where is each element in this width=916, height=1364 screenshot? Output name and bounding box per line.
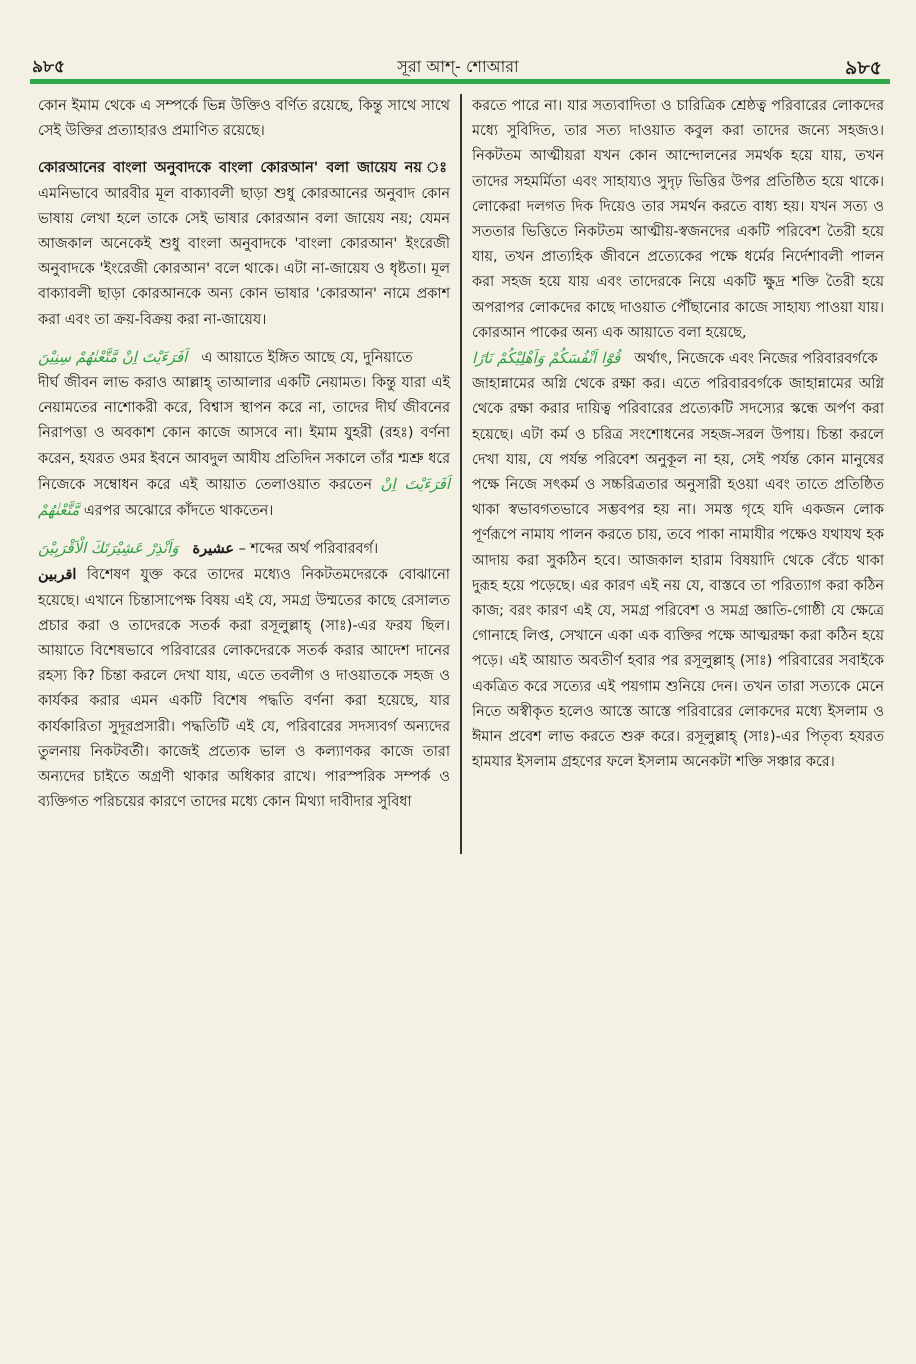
- paragraph: কোন ইমাম থেকে এ সম্পর্কে ভিন্ন উক্তিও বর্ণিত রয়েছে, কিন্তু সাথে সাথে সেই উক্তির প্রত্যাহারও প্রমাণিত রয়েছে।: [38, 98, 450, 140]
- right-column: [472, 94, 884, 775]
- arabic-verse: وَاَنْذِرْ عَشِيْرَتَكَ الْاَقْرَبِيْنَ: [38, 539, 179, 558]
- arabic-verse: اَفَرَءَيْتَ اِنْ مَّتَّعْنٰهُمْ سِنِيْنَ: [38, 347, 188, 366]
- arabic-verse: قُوْٓا اَنْفُسَكُمْ وَاَهْلِيْكُمْ نَارًا: [472, 349, 621, 368]
- page-number-right: ৯৮৫: [845, 57, 882, 79]
- arabic-verse: اَفَرَءَيْتَ اِنْ: [380, 474, 450, 493]
- paragraph: اقربين বিশেষণ যুক্ত করে তাদের মধ্যেও নিকটতমদেরকে বোঝানো হয়েছে। এখানে চিন্তাসাপেক্ষ বিষয় এই যে, সমগ্র উম্মতের কাছে রেসালত প্রচার করা ও তাদেরকে সতর্ক করা রসূলুল্লাহ্‌ (সাঃ)-এর ফরয ছিল। আয়াতে বিশেষভাবে পরিবারের লোকদেরকে সতর্ক করার আদেশ দানের রহস্য কি? চিন্তা করলে দেখা যায়, এতে তবলীগ ও দাওয়াতকে সহজ ও কার্যকর করার এমন একটি বিশেষ পদ্ধতি বর্ণনা করা হয়েছে, যার কার্যকারিতা সুদূরপ্রসারী। পদ্ধতিটি এই যে, পরিবারের সদস্যবর্গ অন্যদের তুলনায় নিকটবর্তী। কাজেই প্রত্যেক ভাল ও কল্যাণকর কাজে তারা অন্যদের চাইতে অগ্রণী থাকার অধিকার রাখে। পারস্পরিক সম্পর্ক ও ব্যক্তিগত পরিচয়ের কারণে তাদের মধ্যে কোন মিথ্যা দাবীদার সুবিধা: [38, 566, 450, 811]
- paragraph: কোরআনের বাংলা অনুবাদকে বাংলা কোরআন' বলা জায়েয নয় ঃ এমনিভাবে আরবীর মূল বাক্যাবলী ছাড়া শুধু কোরআনের অনুবাদ কোন ভাষায় লেখা হলে তাকে সেই ভাষার কোরআন বলা জায়েয নয়; যেমন আজকাল অনেকেই শুধু বাংলা অনুবাদকে 'বাংলা কোরআন' ইংরেজী অনুবাদকে 'ইংরেজী কোরআন' বলে থাকে। এটা না-জায়েয ও ধৃষ্টতা। মূল বাক্যাবলী ছাড়া কোরআনকে অন্য কোন ভাষার 'কোরআন' নামে প্রকাশ করা এবং তা ক্রয়-বিক্রয় করা না-জায়েয।: [38, 160, 450, 328]
- arabic-verse: مَّتَّعْنٰهُمْ: [38, 501, 80, 520]
- arabic-word: اقربين: [38, 566, 77, 584]
- paragraph: করতে পারে না। যার সত্যবাদিতা ও চারিত্রিক শ্রেষ্ঠত্ব পরিবারের লোকদের মধ্যে সুবিদিত, তার সত্য দাওয়াত কবুল করা তাদের জন্যে সহজও। নিকটতম আত্মীয়রা যখন কোন আন্দোলনের সমর্থক হয়ে যায়, তখন তাদের সহমর্মিতা এবং সাহায্যও সুদৃঢ় ভিত্তির উপর প্রতিষ্ঠিত হয়ে থাকে। লোকেরা দলগত দিক দিয়েও তার সমর্থন করতে বাধ্য হয়। যখন সত্য ও সততার ভিত্তিতে নিকটতম আত্মীয়-স্বজনদের একটি পরিবেশ তৈরী হয়ে যায়, তখন প্রাত্যহিক জীবনে প্রত্যেকের পক্ষে ধর্মের নির্দেশাবলী পালন করা সহজ হয়ে যায় এবং তাদেরকে নিয়ে একটি ক্ষুদ্র শক্তি তৈরী হয়ে অপরাপর লোকদের কাছে দাওয়াত পৌঁছানোর কাজে সাহায্য পাওয়া যায়। কোরআন পাকের অন্য এক আয়াতে বলা হয়েছে,: [472, 98, 884, 341]
- running-title: সূরা আশ্‌- শোআরা: [397, 57, 519, 76]
- arabic-word: عشيرة: [192, 540, 235, 558]
- page-header: [30, 52, 886, 78]
- header-rule: [30, 79, 890, 84]
- left-column: [38, 94, 450, 815]
- column-divider: [460, 94, 462, 854]
- paragraph: দীর্ঘ জীবন লাভ করাও আল্লাহ্‌ তাআলার একটি নেয়ামত। কিন্তু যারা এই নেয়ামতের নাশোকরী করে, বিশ্বাস স্থাপন করে না, তাদের দীর্ঘ জীবনের নিরাপত্তা ও অবকাশ কোন কাজে আসবে না। ইমাম যুহরী (রহঃ) বর্ণনা করেন, হযরত ওমর ইবনে আবদুল আযীয প্রতিদিন সকালে তাঁর শ্মশ্রু ধরে নিজেকে সম্বোধন করে এই আয়াত তেলাওয়াত করতেন اَفَرَءَيْتَ اِنْ مَّتَّعْنٰهُمْ এরপর অঝোরে কাঁদতে থাকতেন।: [38, 375, 450, 520]
- page-number-left: ৯৮৫: [32, 57, 66, 77]
- paragraph: জাহান্নামের অগ্নি থেকে রক্ষা কর। এতে পরিবারবর্গকে জাহান্নামের অগ্নি থেকে রক্ষা করার দায়িত্ব পরিবারের প্রত্যেকটি সদস্যের স্কন্ধে অর্পণ করা হয়েছে। এটা কর্ম ও চরিত্র সংশোধনের সহজ-সরল উপায়। চিন্তা করলে দেখা যায়, যে পর্যন্ত পরিবেশ অনুকূল না হয়, সেই পর্যন্ত কোন মানুষের পক্ষে নিজে সৎকর্ম ও সচ্চরিত্রতার অনুসারী হওয়া এবং তাতে প্রতিষ্ঠিত থাকা স্বভাবগতভাবে সম্ভবপর হয় না। সমস্ত গৃহে যদি একজন লোক পূর্ণরূপে নামায পালন করতে চায়, তবে পাকা নামাযীর পক্ষেও যথাযথ হক আদায় করা সুকঠিন হবে। আজকাল হারাম বিষয়াদি থেকে বেঁচে থাকা দুরূহ হয়ে পড়েছে। এর কারণ এই নয় যে, বাস্তবে তা পরিত্যাগ করা কঠিন কাজ; বরং কারণ এই যে, সমগ্র পরিবেশ ও সমগ্র জ্ঞাতি-গোষ্ঠী যে ক্ষেত্রে গোনাহে লিপ্ত, সেখানে একা এক ব্যক্তির পক্ষে আত্মরক্ষা করা কঠিন হয়ে পড়ে। এই আয়াত অবতীর্ণ হবার পর রসূলুল্লাহ্‌ (সাঃ) পরিবারের সবাইকে একত্রিত করে সত্যের এই পয়গাম শুনিয়ে দেন। তখন তারা সত্যকে মেনে নিতে অস্বীকৃত হলেও আস্তে আস্তে পরিবারের লোকদের মধ্যে ইসলাম ও ঈমান প্রবেশ লাভ করতে শুরু করে। রসূলুল্লাহ্‌ (সাঃ)-এর পিতৃব্য হযরত হামযার ইসলাম গ্রহণের ফলে ইসলাম অনেকটা শক্তি সঞ্চার করে।: [472, 376, 884, 771]
- verse-line: وَاَنْذِرْ عَشِيْرَتَكَ الْاَقْرَبِيْنَ عشيرة – শব্দের অর্থ পরিবারবর্গ।: [38, 536, 450, 562]
- verse-line: اَفَرَءَيْتَ اِنْ مَّتَّعْنٰهُمْ سِنِيْنَ এ আয়াতে ইঙ্গিত আছে যে, দুনিয়াতে: [38, 345, 450, 371]
- section-heading: কোরআনের বাংলা অনুবাদকে বাংলা কোরআন' বলা জায়েয নয় ঃ: [38, 160, 450, 177]
- verse-line: قُوْٓا اَنْفُسَكُمْ وَاَهْلِيْكُمْ نَارًا অর্থাৎ, নিজেকে এবং নিজের পরিবারবর্গকে: [472, 346, 884, 372]
